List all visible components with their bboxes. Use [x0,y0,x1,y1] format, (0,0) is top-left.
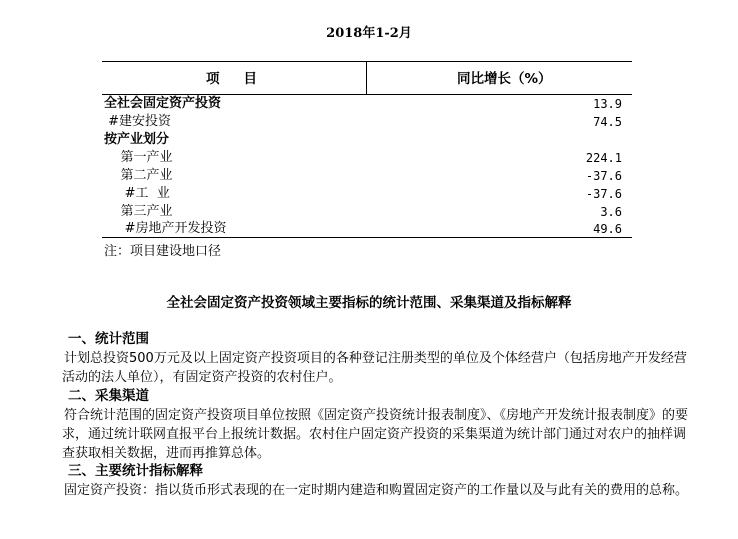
section-heading-channel: 二、采集渠道 [68,388,149,404]
document-title: 全社会固定资产投资领域主要指标的统计范围、采集渠道及指标解释 [166,295,572,311]
row-label: #房地产开发投资 [104,221,227,236]
period-title: 2018年1-2月 [326,26,412,41]
table-row [102,113,632,131]
row-value: 49.6 [593,222,622,236]
section-body-definitions: 固定资产投资：指以货币形式表现的在一定时期内建造和购置固定资产的工作量以及与此有关的费用的总称。 [64,483,689,498]
row-value: -37.6 [585,169,622,183]
table-row [102,95,632,113]
table-note: 注：项目建设地口径 [104,244,222,259]
header-column-divider [366,61,367,94]
row-value: 74.5 [593,115,622,129]
row-label: #建安投资 [104,114,172,129]
table-row [102,167,632,185]
row-label: 第一产业 [104,150,173,165]
row-label: 第三产业 [104,204,173,219]
row-value: -37.6 [585,187,622,201]
table-row [102,203,632,221]
table-top-rule [102,61,632,62]
table-row [102,131,632,149]
column-header-growth: 同比增长（%） [457,71,552,87]
section-heading-definitions: 三、主要统计指标解释 [68,463,203,479]
column-header-item: 项目 [206,71,281,87]
row-value: 3.6 [600,205,622,219]
section-body-channel: 符合统计范围的固定资产投资项目单位按照《固定资产投资统计报表制度》、《房地产开发统计报表制度》的要求，通过统计联网直报平台上报统计数据。农村住户固定资产投资的采集渠道为统计部门通过对农户的抽样调查获取相关数据，进而再推算总体。 [62,408,689,461]
row-label: 全社会固定资产投资 [104,96,222,111]
row-value: 224.1 [585,151,622,165]
table-bottom-rule [102,237,632,238]
table-row [102,220,632,238]
row-label: #工 业 [104,186,170,201]
section-body-scope: 计划总投资500万元及以上固定资产投资项目的各种登记注册类型的单位及个体经营户（包括房地产开发经营活动的法人单位），有固定资产投资的农村住户。 [62,351,687,385]
row-label: 按产业划分 [104,132,170,147]
section-heading-scope: 一、统计范围 [68,331,149,347]
table-row [102,149,632,167]
table-row [102,185,632,203]
row-value: 13.9 [593,97,622,111]
row-label: 第二产业 [104,168,173,183]
